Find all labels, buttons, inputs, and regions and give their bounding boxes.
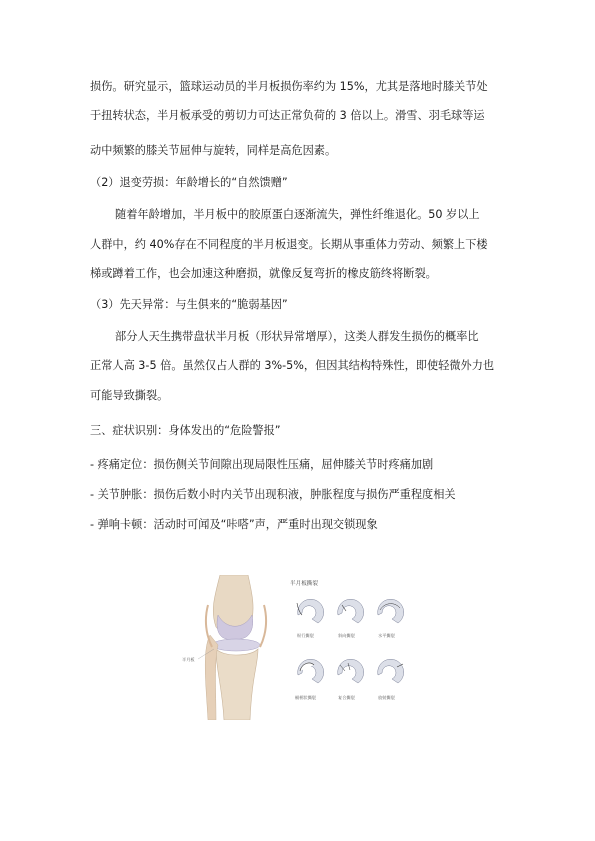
figure-title: 半月板撕裂 [290, 581, 318, 587]
knee-illustration [182, 575, 266, 720]
tear-type-label: 水平撕裂 [378, 633, 395, 638]
list-item: - 关节肿胀：损伤后数小时内关节出现积液，肿胀程度与损伤严重程度相关 [90, 488, 456, 501]
body-text-line: 损伤。研究显示，篮球运动员的半月板损伤率约为 15%，尤其是落地时膝关节处 [90, 80, 488, 93]
body-text-line: 可能导致撕裂。 [90, 389, 169, 402]
tear-type-label: 桶柄状撕裂 [295, 695, 316, 700]
knee-label: 半月板 [182, 657, 195, 662]
meniscus-tear-figure [180, 575, 420, 720]
tear-type-label: 复合撕裂 [338, 695, 355, 700]
section-heading: （3）先天异常：与生俱来的“脆弱基因” [90, 298, 288, 311]
chapter-heading: 三、症状识别：身体发出的“危险警报” [90, 424, 281, 437]
body-text-line: 部分人天生携带盘状半月板（形状异常增厚），这类人群发生损伤的概率比 [115, 330, 479, 343]
tear-type-5 [338, 659, 364, 701]
tear-type-4 [295, 659, 324, 701]
tear-type-label: 放射撕裂 [378, 695, 395, 700]
body-text-line: 梯或蹲着工作，也会加速这种磨损，就像反复弯折的橡皮筋终将断裂。 [90, 267, 437, 280]
body-text-line: 动中频繁的膝关节屈伸与旋转，同样是高危因素。 [90, 144, 337, 157]
body-text-line: 正常人高 3-5 倍。虽然仅占人群的 3%-5%，但因其结构特殊性，即使轻微外力也 [90, 359, 495, 372]
section-heading: （2）退变劳损：年龄增长的“自然馈赠” [90, 176, 288, 189]
tear-type-3 [378, 599, 404, 639]
tear-type-6 [378, 659, 404, 701]
tear-type-label: 纵行撕裂 [297, 633, 314, 638]
list-item: - 疼痛定位：损伤侧关节间隙出现局限性压痛，屈伸膝关节时疼痛加剧 [90, 458, 434, 471]
body-text-line: 于扭转状态，半月板承受的剪切力可达正常负荷的 3 倍以上。滑雪、羽毛球等运 [90, 109, 485, 122]
tear-type-2 [338, 599, 364, 639]
tear-type-1 [297, 599, 324, 639]
list-item: - 弹响卡顿：活动时可闻及“咔嗒”声，严重时出现交锁现象 [90, 518, 378, 531]
body-text-line: 随着年龄增加，半月板中的胶原蛋白逐渐流失，弹性纤维退化。50 岁以上 [115, 208, 480, 221]
tear-type-label: 斜向撕裂 [338, 633, 355, 638]
body-text-line: 人群中，约 40%存在不同程度的半月板退变。长期从事重体力劳动、频繁上下楼 [90, 238, 488, 251]
